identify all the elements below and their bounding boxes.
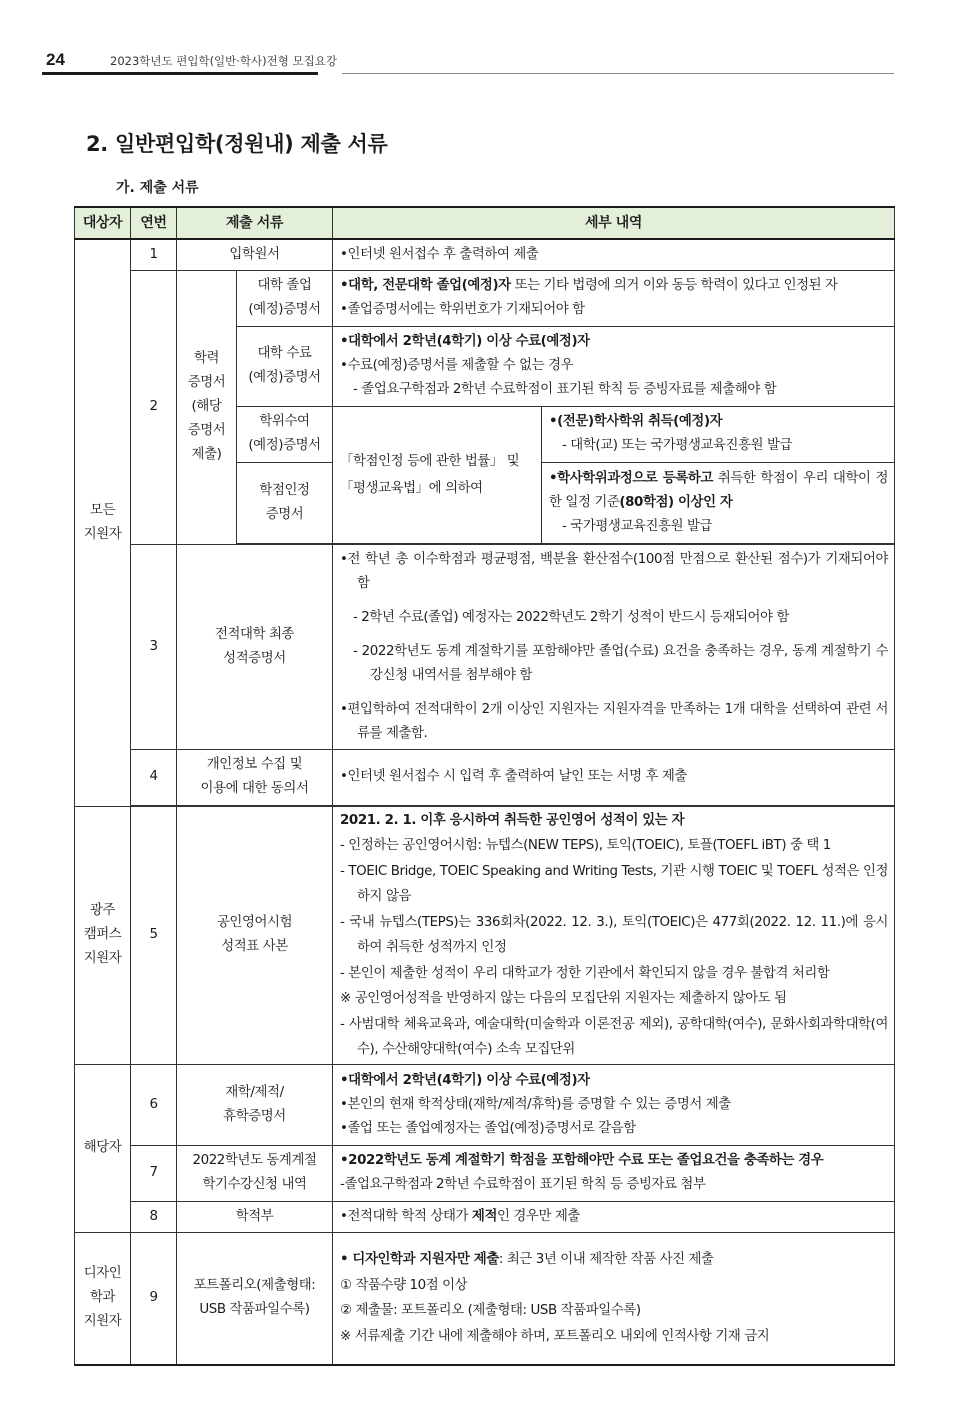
row-number: 7 xyxy=(131,1145,177,1201)
row-number: 8 xyxy=(131,1201,177,1232)
row-number: 6 xyxy=(131,1064,177,1145)
table-row xyxy=(75,1064,895,1145)
detail-cell: •인터넷 원서접수 시 입력 후 출력하여 날인 또는 서명 후 제출 xyxy=(333,749,895,805)
document-name: 대학 수료 (예정)증명서 xyxy=(237,326,333,406)
detail-cell: •학사학위과정으로 등록하고 취득한 학점이 우리 대학이 정한 일정 기준(80학점) 이상인 자 - 국가평생교육진흥원 발급 xyxy=(542,462,895,543)
detail-cell: • 디자인학과 지원자만 제출: 최근 3년 이내 제작한 작품 사진 제출 ① 작품수량 10점 이상 ② 제출물: 포트폴리오 (제출형태: USB 작품파일수록) ※ 서류제출 기간 내에 제출해야 하며, 포트폴리오 내외에 인적사항 기재 금지 xyxy=(333,1232,895,1365)
header-rule-thin xyxy=(342,73,894,74)
row-number: 1 xyxy=(131,239,177,270)
table-header-row xyxy=(75,207,895,239)
document-name: 개인정보 수집 및 이용에 대한 동의서 xyxy=(177,749,333,805)
detail-cell: •(전문)학사학위 취득(예정)자 - 대학(교) 또는 국가평생교육진흥원 발급 xyxy=(542,406,895,462)
document-name: 대학 졸업 (예정)증명서 xyxy=(237,270,333,326)
document-name: 공인영어시험 성적표 사본 xyxy=(177,806,333,1064)
document-name: 전적대학 최종 성적증명서 xyxy=(177,544,333,749)
header-cell: 대상자 xyxy=(75,207,131,239)
detail-cell: 2021. 2. 1. 이후 응시하여 취득한 공인영어 성적이 있는 자 - 인정하는 공인영어시험: 뉴텝스(NEW TEPS), 토익(TOEIC), 토플(TOEFL iBT) 중 택 1 - TOEIC Bridge, TOEIC Speaking and Writing Tests, 기관 시행 TOEIC 및 TOEFL 성적은 인정하지 않음 - 국내 뉴텝스(TEPS)는 336회차(2022. 12. 3.), 토익(TOEIC)은 477회(2022. 12. 11.)에 응시하여 취득한 성적까지 인정 - 본인이 제출한 성적이 우리 대학교가 정한 기관에서 확인되지 않을 경우 불합격 처리함 ※ 공인영어성적을 반영하지 않는 다음의 모집단위 지원자는 제출하지 않아도 됨 - 사범대학 체육교육과, 예술대학(미술학과 이론전공 제외), 공학대학(여수), 문화사회과학대학(여수), 수산해양대학(여수) 소속 모집단위 xyxy=(333,806,895,1064)
table-row xyxy=(75,544,895,749)
detail-cell: •인터넷 원서접수 후 출력하여 제출 xyxy=(333,239,895,270)
row-number: 9 xyxy=(131,1232,177,1365)
table-row xyxy=(75,806,895,1064)
document-name: 2022학년도 동계계절 학기수강신청 내역 xyxy=(177,1145,333,1201)
group-all-applicants: 모든 지원자 xyxy=(75,239,131,806)
detail-cell: •대학, 전문대학 졸업(예정)자 또는 기타 법령에 의거 이와 동등 학력이 있다고 인정된 자 •졸업증명서에는 학위번호가 기재되어야 함 xyxy=(333,270,895,326)
document-name: 포트폴리오(제출형태: USB 작품파일수록) xyxy=(177,1232,333,1365)
table-row xyxy=(75,1201,895,1232)
row-number: 5 xyxy=(131,806,177,1064)
section-title: 2. 일반편입학(정원내) 제출 서류 xyxy=(86,132,388,156)
group-gwangju-campus: 광주 캠퍼스 지원자 xyxy=(75,806,131,1064)
detail-cell: •전 학년 총 이수학점과 평균평점, 백분율 환산점수(100점 만점으로 환산된 점수)가 기재되어야 함 - 2학년 수료(졸업) 예정자는 2022학년도 2학기 성적이 반드시 등재되어야 함 - 2022학년도 동계 계절학기를 포함해야만 졸업(수료) 요건을 충족하는 경우, 동계 계절학기 수강신청 내역서를 첨부해야 함 •편입학하여 전적대학이 2개 이상인 지원자는 지원자격을 만족하는 1개 대학을 선택하여 관련 서류를 제출함. xyxy=(333,544,895,749)
document-name: 재학/제적/ 휴학증명서 xyxy=(177,1064,333,1145)
document-name: 학위수여 (예정)증명서 xyxy=(237,406,333,462)
table-row xyxy=(75,1232,895,1365)
group-applicable: 해당자 xyxy=(75,1064,131,1232)
document-group-name: 학력 증명서 (해당 증명서 제출) xyxy=(177,270,237,544)
page-number: 24 xyxy=(46,50,65,69)
detail-cell: •전적대학 학적 상태가 제적인 경우만 제출 xyxy=(333,1201,895,1232)
law-basis-cell: 「학점인정 등에 관한 법률」 및 「평생교육법」에 의하여 xyxy=(333,406,542,543)
table-row xyxy=(75,749,895,805)
documents-table xyxy=(74,206,895,1366)
row-number: 4 xyxy=(131,749,177,805)
running-header: 2023학년도 편입학(일반·학사)전형 모집요강 xyxy=(110,54,337,68)
header-cell: 세부 내역 xyxy=(333,207,895,239)
detail-cell: •대학에서 2학년(4학기) 이상 수료(예정)자 •본인의 현재 학적상태(재학/제적/휴학)를 증명할 수 있는 증명서 제출 •졸업 또는 졸업예정자는 졸업(예정)증명서로 갈음함 xyxy=(333,1064,895,1145)
header-cell: 제출 서류 xyxy=(177,207,333,239)
detail-cell: •대학에서 2학년(4학기) 이상 수료(예정)자 •수료(예정)증명서를 제출할 수 없는 경우 - 졸업요구학점과 2학년 수료학점이 표기된 학칙 등 증빙자료를 제출해야 함 xyxy=(333,326,895,406)
row-number: 3 xyxy=(131,544,177,749)
document-name: 학적부 xyxy=(177,1201,333,1232)
row-number: 2 xyxy=(131,270,177,544)
header-cell: 연번 xyxy=(131,207,177,239)
table-row xyxy=(75,239,895,270)
document-name: 학점인정 증명서 xyxy=(237,462,333,543)
header-rule-thick xyxy=(42,72,318,75)
detail-cell: •2022학년도 동계 계절학기 학점을 포함해야만 수료 또는 졸업요건을 충족하는 경우 -졸업요구학점과 2학년 수료학점이 표기된 학칙 등 증빙자료 첨부 xyxy=(333,1145,895,1201)
table-row xyxy=(75,270,895,326)
document-name: 입학원서 xyxy=(177,239,333,270)
subsection-title: 가. 제출 서류 xyxy=(116,180,199,196)
group-design-department: 디자인 학과 지원자 xyxy=(75,1232,131,1365)
table-row xyxy=(75,1145,895,1201)
